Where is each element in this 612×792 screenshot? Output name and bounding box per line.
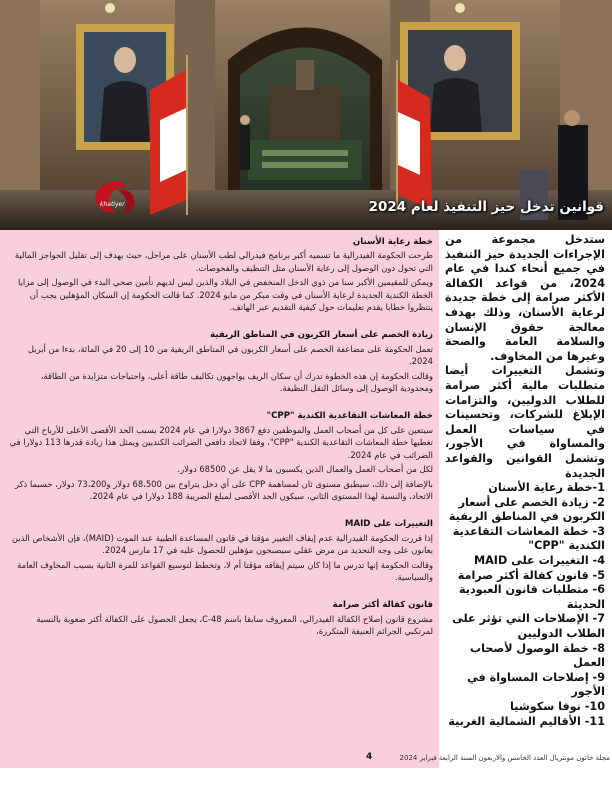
section-title: التغييرات على MAID (344, 519, 433, 530)
list-item: 1-خطة رعاية الأسنان (488, 481, 605, 495)
section-title: خطة المعاشات التقاعدية الكندية "CPP" (266, 411, 433, 422)
section-paragraph: طرحت الحكومة الفيدرالية ما تسميه أكبر برنامج فيدرالي لطب الأسنان على مراحل، حيث يهدف إلى تقليل الحواجز المالية التي تحول دون الوصول إلى رعاية الأسنان مثل التنظيف والفحوصات. (14, 250, 433, 273)
list-item: 5- قانون كفالة أكثر صرامة (457, 568, 605, 582)
list-item: 6- متطلبات قانون العبودية الحديثة (458, 583, 605, 611)
intro-paragraph: وتشمل التغييرات أيضا متطلبات مالية أكثر صرامة للطلاب الدوليين، والتزامات الإبلاغ للشركات، وتحسينات في سياسات العمل والمساواة في الأجور، وتشمل القوانين والقواعد الجديدة (445, 364, 605, 480)
section-paragraph: وقالت الحكومة إن هذه الخطوة تدرك أن سكان الريف يواجهون تكاليف طاقة أعلى، واحتياجات متزايدة من الطاقة، ومحدودية الوصول إلى وسائل النقل النظيفة. (40, 370, 433, 394)
list-item: 2- زيادة الخصم على أسعار الكربون في المناطق الريفية (448, 495, 605, 524)
intro-paragraph: ستدخل مجموعة من الإجراءات الجديدة حيز التنفيذ في جميع أنحاء كندا في عام 2024، من قواعد الكفالة الأكثر صرامة إلى خطة جديدة لرعاية الأسنان، وذلك بهدف معالجة حقوق الإنسان والسلامة العامة والصحة وغيرها من المخاوف. (445, 233, 605, 363)
logo-icon (82, 176, 152, 220)
list-item: 8- خطة الوصول لأصحاب العمل (469, 641, 605, 670)
left-column (8, 236, 433, 640)
section-paragraph: مشروع قانون إصلاح الكفالة الفيدرالي، المعروف سابقا باسم C-48، يجعل الحصول على الكفالة أكثر صعوبة بالنسبة لمرتكبي الجرائم العنيفة المتكررة، (36, 613, 433, 637)
section-paragraph: ويمكن للمقيمين الأكبر سنا من ذوي الدخل المنخفض في البلاد والذين ليس لديهم تأمين صحي البدء في الوصول إلى مزايا الخطة الكندية الجديدة لرعاية الأسنان في وقت مبكر من مايو 2024. كما قالت الحكومة إن السكان المؤهلين يجب أن ينتظروا خطابا يقدم تعليمات حول كيفية التقديم عبر الهاتف. (18, 277, 433, 313)
section-title: خطة رعاية الأسنان (352, 237, 433, 247)
footer-text: مجلة خاتون مونتريال العدد الخامس والاربعون السنة الرابعة فبراير 2024 (399, 754, 610, 762)
right-column (445, 233, 605, 729)
laws-list (445, 481, 605, 729)
section-paragraph: لكل من أصحاب العمل والعمال الذين يكسبون ما لا يقل عن 68500 دولار. (177, 464, 433, 475)
page-headline: قوانين تدخل حيز التنفيذ لعام 2024 (368, 199, 604, 215)
section-paragraph: إذا قررت الحكومة الفيدرالية عدم إيقاف التغيير مؤقتا في قانون المساعدة الطبية عند الموت (MAID)، فإن الأشخاص الذين يعانون على وجه التحديد من مرض عقلي سيصبحون مؤهلين للحصول عليه في 17 مارس 2024. (11, 532, 433, 556)
logo-text: khatiyer (100, 201, 125, 208)
list-item: 3- خطة المعاشات التقاعدية الكندية "CPP" (452, 524, 605, 553)
list-item: 7- الإصلاحات التي تؤثر على الطلاب الدوليين (452, 612, 605, 641)
section-paragraph: سيتعين على كل من أصحاب العمل والموظفين دفع 3867 دولارا في عام 2024 بسبب الحد الأقصى الأعلى للأرباح التي تغطيها خطة المعاشات التقاعدية الكندية "CPP"، وفقا لاتحاد دافعي الضرائب الكنديين ويمثل هذا زيادة قدرها 113 دولارا في الضرائب في عام 2024. (9, 424, 433, 460)
list-item: 10- نوفا سكوشيا (509, 700, 605, 713)
section-title: قانون كفالة أكثر صرامة (332, 600, 433, 611)
section-title: زيادة الخصم على أسعار الكربون في المناطق الريفية (210, 330, 433, 341)
section-paragraph: وقالت الحكومة إنها تدرس ما إذا كان سيتم إيقافه مؤقتا أم لا، وتخطط لتوسيع القواعد للمرة الثانية بسبب المخاوف العامة والسياسية. (17, 559, 433, 582)
list-item: 9- إصلاحات المساواة في الأجور (467, 670, 605, 699)
section-paragraph: تعمل الحكومة على مضاعفة الخصم على أسعار الكربون في المناطق الريفية من 10 إلى 20 في المائة، بدءا من أبريل 2024. (27, 343, 433, 367)
section-paragraph: بالإضافة إلى ذلك، سيطبق مستوى ثان لمساهمة CPP على أي دخل يتراوح بين 68،500 دولار و73،200 دولار، حسبما ذكر الاتحاد، والنسبة لهذا المستوى الثاني، سيكون الحد الأقصى لمبلغ الضريبة 188 دولارا في عام 2024. (14, 478, 433, 501)
page-number: 4 (366, 752, 373, 762)
list-item: 11- الأقاليم الشمالية الغربية (448, 714, 605, 728)
list-item: 4- التغييرات على MAID (474, 554, 605, 568)
